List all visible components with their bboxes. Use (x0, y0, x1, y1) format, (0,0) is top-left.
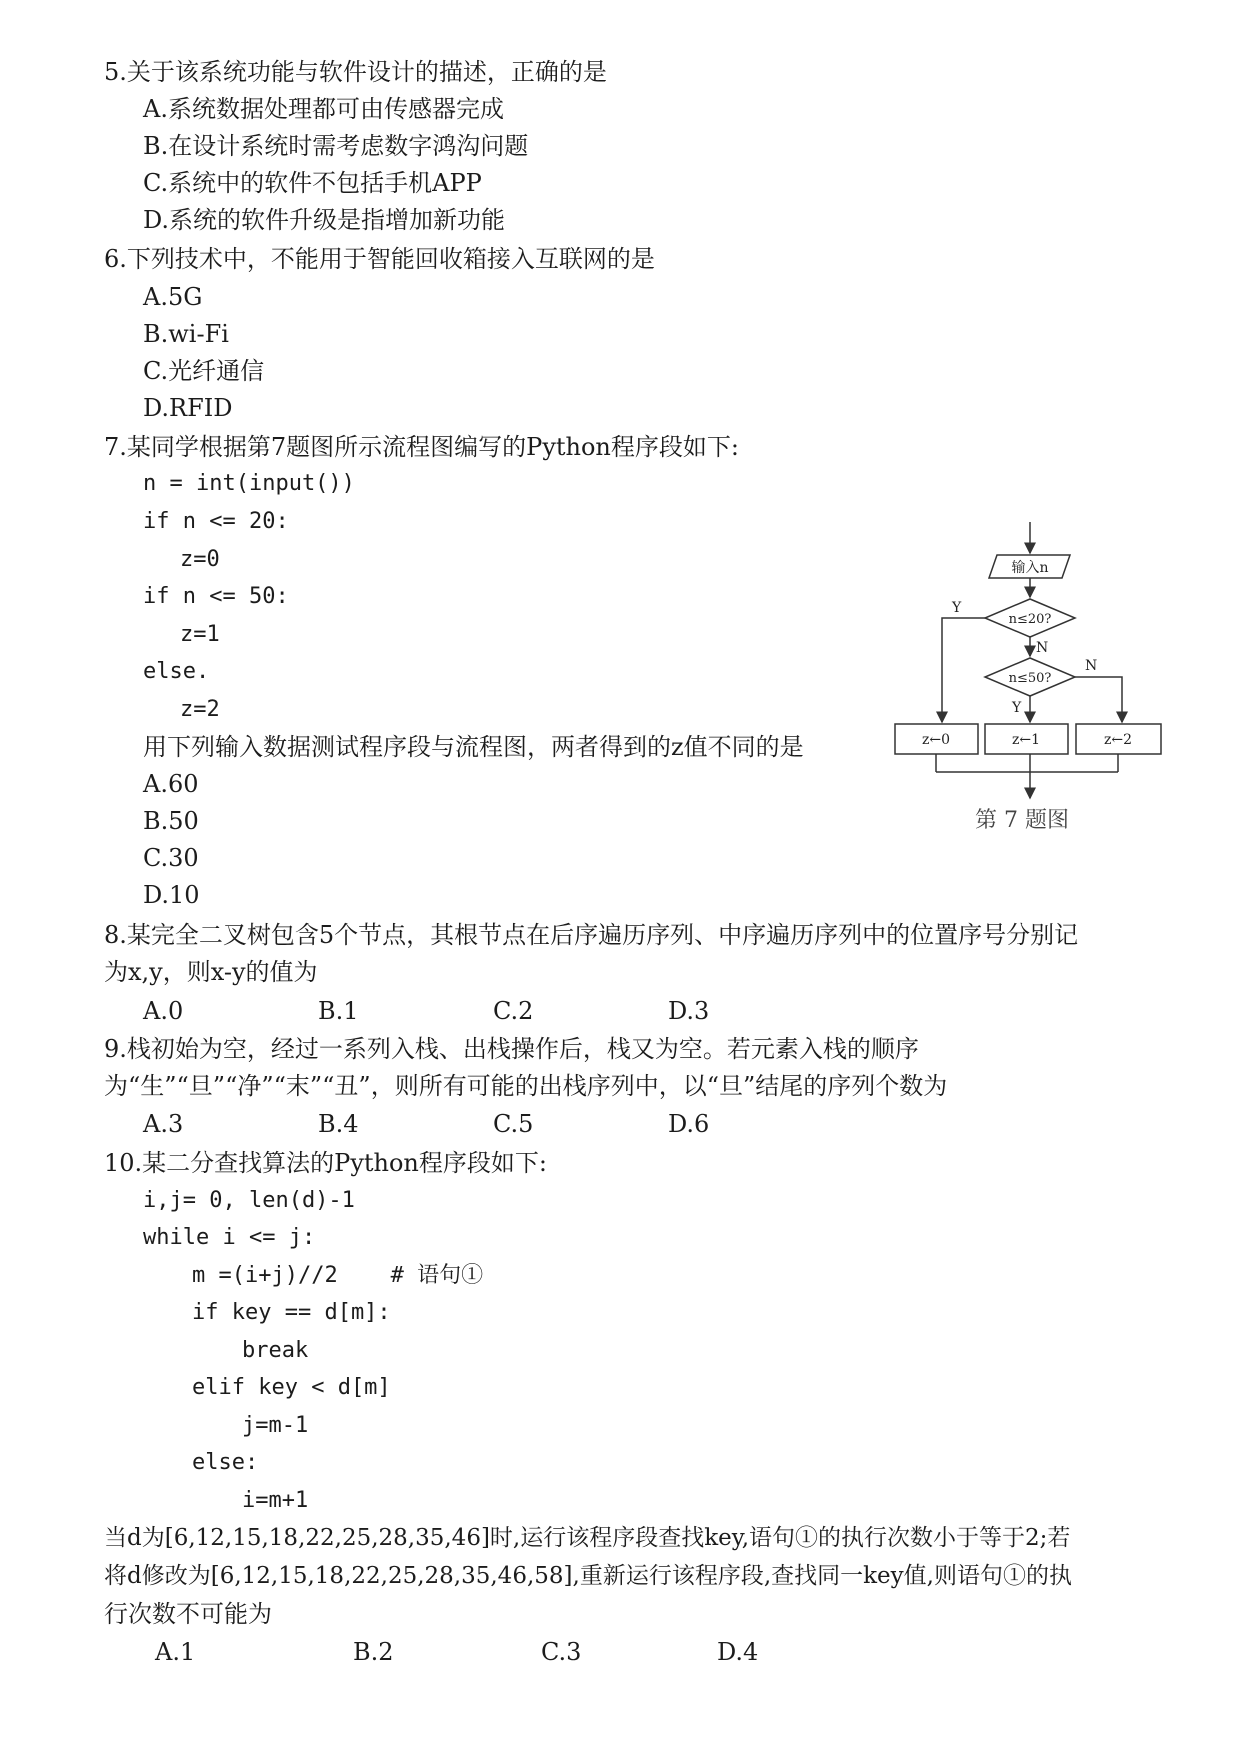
flow-input-label: 输入n (1011, 560, 1049, 576)
q8-option-c: C.2 (493, 997, 534, 1025)
flow-box2-label: z←1 (1011, 732, 1041, 748)
q6-option-b: B.wi-Fi (143, 320, 229, 348)
q8-stem-line-2: 为x,y，则x-y的值为 (104, 958, 318, 986)
q10-code-line-8: else: (192, 1450, 259, 1475)
q9-option-d: D.6 (668, 1110, 710, 1138)
q9-option-a: A.3 (143, 1110, 184, 1138)
flow-cond1-yes: Y (952, 600, 962, 616)
q10-code-line-5: break (242, 1338, 309, 1363)
flow-box1-label: z←0 (921, 732, 951, 748)
q7-option-a: A.60 (143, 770, 199, 798)
q10-text-line-1: 当d为[6,12,15,18,22,25,28,35,46]时,运行该程序段查找key,语句①的执行次数小于等于2;若 (104, 1525, 1071, 1551)
q5-option-d: D.系统的软件升级是指增加新功能 (143, 206, 506, 234)
flow-cond2-yes: Y (1012, 700, 1022, 716)
q10-code-line-9: i=m+1 (242, 1488, 309, 1513)
q8-option-a: A.0 (143, 997, 184, 1025)
flow-cond1-no: N (1036, 640, 1049, 656)
flow-box3-label: z←2 (1103, 732, 1133, 748)
q5-stem: 5.关于该系统功能与软件设计的描述，正确的是 (104, 58, 607, 86)
q7-code-line-4: if n <= 50: (143, 584, 289, 609)
flow-cond2-no: N (1085, 658, 1098, 674)
q7-option-c: C.30 (143, 844, 199, 872)
q7-option-d: D.10 (143, 881, 200, 909)
q10-stem: 10.某二分查找算法的Python程序段如下: (104, 1149, 547, 1177)
q8-option-b: B.1 (318, 997, 359, 1025)
q6-option-c: C.光纤通信 (143, 357, 265, 385)
flow-cond1-label: n≤20? (1008, 612, 1052, 627)
q9-option-c: C.5 (493, 1110, 534, 1138)
q7-figure-caption: 第 7 题图 (975, 808, 1069, 833)
q7-code-line-2: if n <= 20: (143, 509, 289, 534)
q10-code-line-1: i,j= 0, len(d)-1 (143, 1188, 355, 1213)
q7-code-line-3: z=0 (180, 547, 220, 572)
q9-stem-line-1: 9.栈初始为空，经过一系列入栈、出栈操作后，栈又为空。若元素入栈的顺序 (104, 1035, 919, 1063)
q5-option-a: A.系统数据处理都可由传感器完成 (143, 95, 504, 123)
q8-stem-line-1: 8.某完全二叉树包含5个节点，其根节点在后序遍历序列、中序遍历序列中的位置序号分别记 (104, 921, 1079, 949)
q10-option-a: A.1 (155, 1638, 196, 1666)
q6-stem: 6.下列技术中，不能用于智能回收箱接入互联网的是 (104, 245, 655, 273)
q10-code-line-4: if key == d[m]: (192, 1300, 391, 1325)
q10-text-line-2: 将d修改为[6,12,15,18,22,25,28,35,46,58],重新运行该程序段,查找同一key值,则语句①的执 (104, 1563, 1072, 1589)
q10-code-line-3: m =(i+j)//2 # 语句① (192, 1263, 484, 1288)
flow-cond2-label: n≤50? (1008, 671, 1052, 686)
q7-code-line-6: else. (143, 659, 210, 684)
q10-option-c: C.3 (541, 1638, 582, 1666)
no-branch-2 (1075, 677, 1122, 722)
q7-flowchart (890, 520, 1190, 845)
q10-option-d: D.4 (717, 1638, 759, 1666)
q7-stem: 7.某同学根据第7题图所示流程图编写的Python程序段如下: (104, 433, 739, 461)
q5-option-c: C.系统中的软件不包括手机APP (143, 169, 482, 197)
q9-option-b: B.4 (318, 1110, 359, 1138)
q5-option-b: B.在设计系统时需考虑数字鸿沟问题 (143, 132, 529, 160)
q10-code-line-2: while i <= j: (143, 1225, 316, 1250)
q7-code-line-1: n = int(input()) (143, 471, 355, 496)
q7-option-b: B.50 (143, 807, 199, 835)
q10-option-b: B.2 (353, 1638, 394, 1666)
q7-prompt: 用下列输入数据测试程序段与流程图，两者得到的z值不同的是 (143, 733, 804, 761)
yes-branch-1 (942, 618, 985, 722)
q10-code-line-6: elif key < d[m] (192, 1375, 391, 1400)
q6-option-a: A.5G (143, 283, 203, 311)
q8-option-d: D.3 (668, 997, 710, 1025)
q10-code-line-7: j=m-1 (242, 1413, 309, 1438)
q9-stem-line-2: 为“生”“旦”“净”“末”“丑”，则所有可能的出栈序列中，以“旦”结尾的序列个数为 (104, 1072, 948, 1100)
q10-text-line-3: 行次数不可能为 (104, 1600, 272, 1628)
q6-option-d: D.RFID (143, 394, 233, 422)
q7-code-line-5: z=1 (180, 622, 220, 647)
q7-code-line-7: z=2 (180, 697, 220, 722)
